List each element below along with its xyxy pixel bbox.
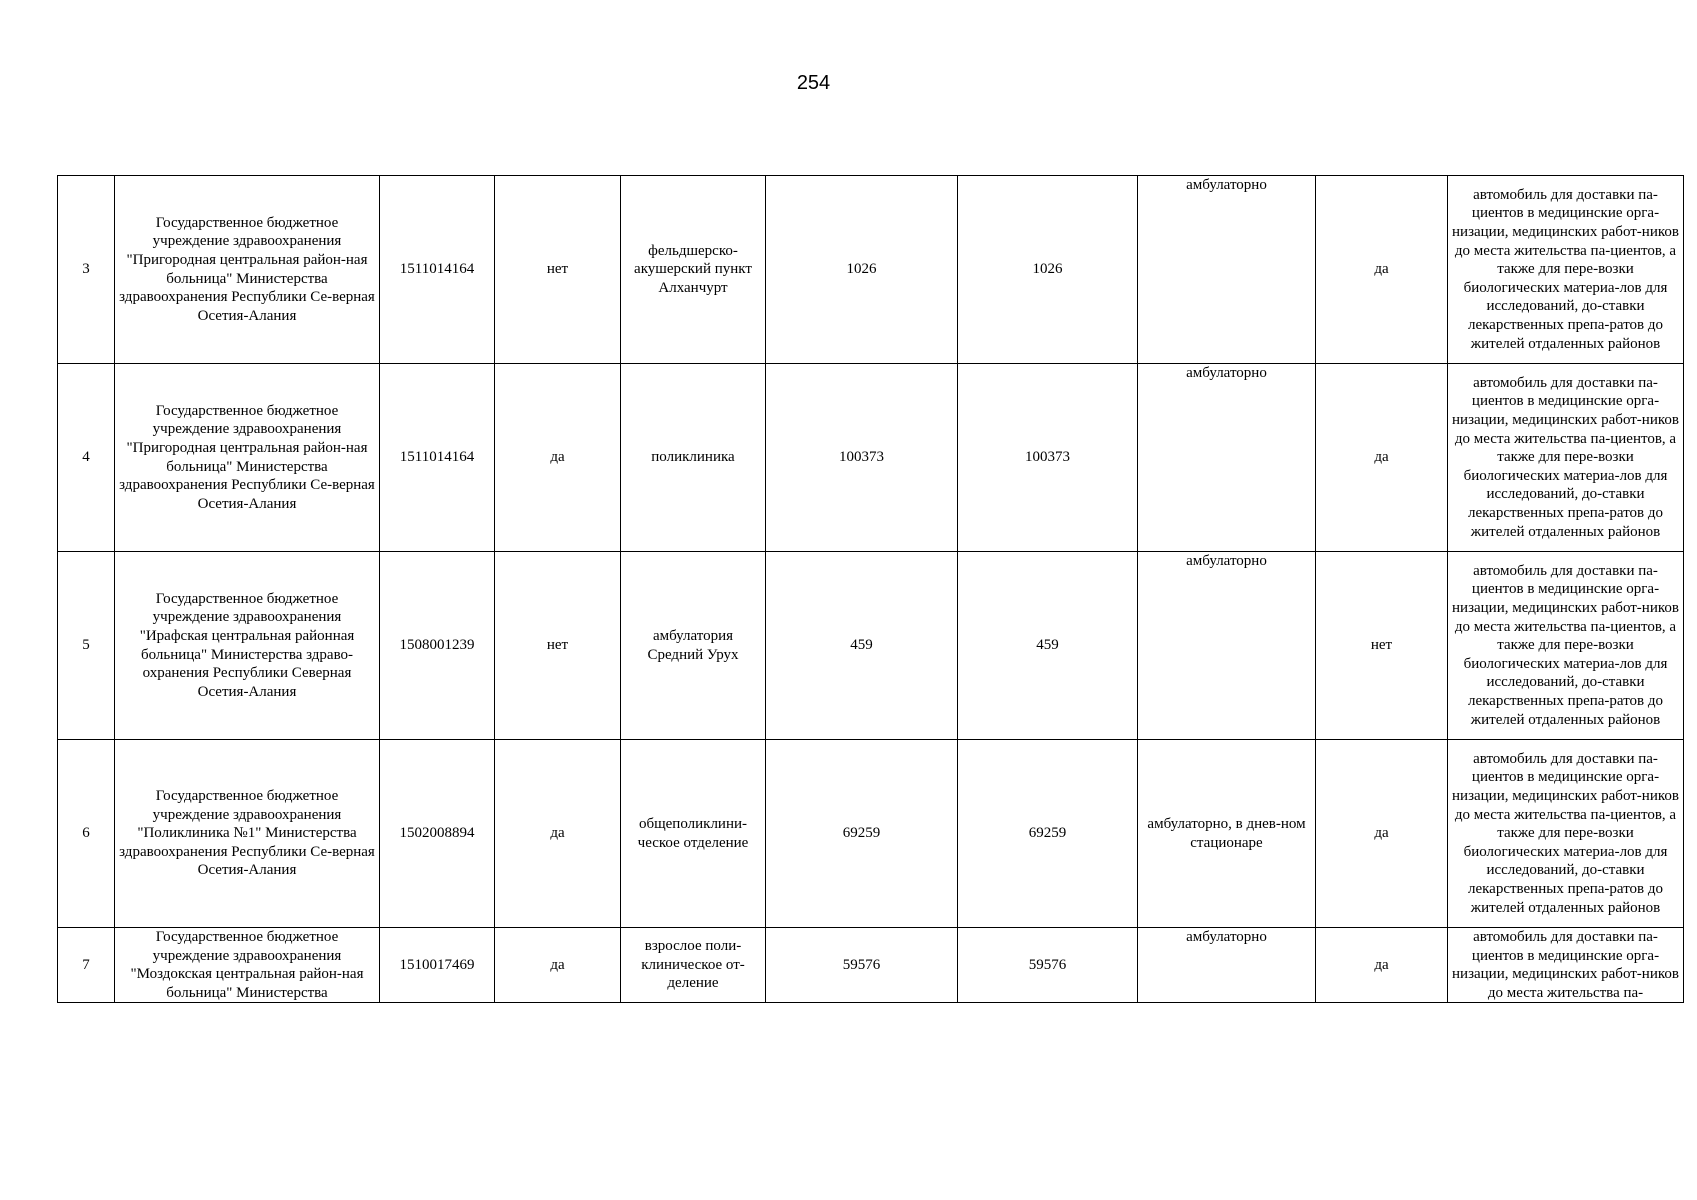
transport-flag-cell: да — [1316, 928, 1448, 1003]
transport-description-cell: автомобиль для доставки па-циентов в медицинские орга-низации, медицинских работ-ников до места жительства па-циентов, а также для пере-возки биологических материа-лов для исследований, до-ставки лекарственных препа-ратов до жителей отдаленных районов — [1448, 552, 1684, 740]
unit-cell: общеполиклини-ческое отделение — [621, 740, 766, 928]
row-number-cell: 6 — [58, 740, 115, 928]
value-2-cell: 69259 — [958, 740, 1138, 928]
table-row — [58, 740, 1684, 928]
flag-cell: нет — [495, 176, 621, 364]
flag-cell: да — [495, 740, 621, 928]
row-number-cell: 7 — [58, 928, 115, 1003]
transport-description-cell: автомобиль для доставки па-циентов в медицинские орга-низации, медицинских работ-ников до места жительства па-циентов, а также для пере-возки биологических материа-лов для исследований, до-ставки лекарственных препа-ратов до жителей отдаленных районов — [1448, 176, 1684, 364]
organizations-table — [57, 175, 1684, 1003]
unit-cell: фельдшерско-акушерский пункт Алханчурт — [621, 176, 766, 364]
conditions-cell: амбулаторно — [1138, 928, 1316, 1003]
value-1-cell: 69259 — [766, 740, 958, 928]
flag-cell: да — [495, 364, 621, 552]
row-number-cell: 4 — [58, 364, 115, 552]
value-2-cell: 100373 — [958, 364, 1138, 552]
organization-name-cell: Государственное бюджетное учреждение здравоохранения "Пригородная центральная район-ная больница" Министерства здравоохранения Республики Се-верная Осетия-Алания — [115, 176, 380, 364]
value-1-cell: 1026 — [766, 176, 958, 364]
unit-cell: амбулатория Средний Урух — [621, 552, 766, 740]
conditions-cell: амбулаторно, в днев-ном стационаре — [1138, 740, 1316, 928]
transport-flag-cell: нет — [1316, 552, 1448, 740]
unit-cell: поликлиника — [621, 364, 766, 552]
conditions-cell: амбулаторно — [1138, 176, 1316, 364]
transport-description-cell: автомобиль для доставки па-циентов в медицинские орга-низации, медицинских работ-ников до места жительства па-циентов, а также для пере-возки биологических материа-лов для исследований, до-ставки лекарственных препа-ратов до жителей отдаленных районов — [1448, 740, 1684, 928]
value-1-cell: 59576 — [766, 928, 958, 1003]
table-row — [58, 928, 1684, 1003]
transport-flag-cell: да — [1316, 364, 1448, 552]
transport-description-cell: автомобиль для доставки па-циентов в медицинские орга-низации, медицинских работ-ников до места жительства па-циентов, а также для пере-возки биологических материа-лов для исследований, до-ставки лекарственных препа-ратов до жителей отдаленных районов — [1448, 364, 1684, 552]
value-1-cell: 100373 — [766, 364, 958, 552]
row-number-cell: 5 — [58, 552, 115, 740]
organization-name-cell: Государственное бюджетное учреждение здравоохранения "Моздокская центральная район-ная больница" Министерства — [115, 928, 380, 1003]
conditions-cell: амбулаторно — [1138, 552, 1316, 740]
table-row — [58, 176, 1684, 364]
organization-name-cell: Государственное бюджетное учреждение здравоохранения "Пригородная центральная район-ная больница" Министерства здравоохранения Республики Се-верная Осетия-Алания — [115, 364, 380, 552]
organization-name-cell: Государственное бюджетное учреждение здравоохранения "Поликлиника №1" Министерства здравоохранения Республики Се-верная Осетия-Алания — [115, 740, 380, 928]
flag-cell: нет — [495, 552, 621, 740]
value-2-cell: 459 — [958, 552, 1138, 740]
inn-cell: 1511014164 — [380, 176, 495, 364]
value-2-cell: 1026 — [958, 176, 1138, 364]
conditions-cell: амбулаторно — [1138, 364, 1316, 552]
unit-cell: взрослое поли-клиническое от-деление — [621, 928, 766, 1003]
organization-name-cell: Государственное бюджетное учреждение здравоохранения "Ирафская центральная районная больница" Министерства здраво-охранения Республики Северная Осетия-Алания — [115, 552, 380, 740]
flag-cell: да — [495, 928, 621, 1003]
value-1-cell: 459 — [766, 552, 958, 740]
page-number: 254 — [796, 72, 831, 94]
row-number-cell: 3 — [58, 176, 115, 364]
inn-cell: 1508001239 — [380, 552, 495, 740]
inn-cell: 1511014164 — [380, 364, 495, 552]
transport-flag-cell: да — [1316, 176, 1448, 364]
inn-cell: 1502008894 — [380, 740, 495, 928]
table-row — [58, 364, 1684, 552]
inn-cell: 1510017469 — [380, 928, 495, 1003]
value-2-cell: 59576 — [958, 928, 1138, 1003]
table-row — [58, 552, 1684, 740]
transport-description-cell: автомобиль для доставки па-циентов в медицинские орга-низации, медицинских работ-ников до места жительства па- — [1448, 928, 1684, 1003]
transport-flag-cell: да — [1316, 740, 1448, 928]
